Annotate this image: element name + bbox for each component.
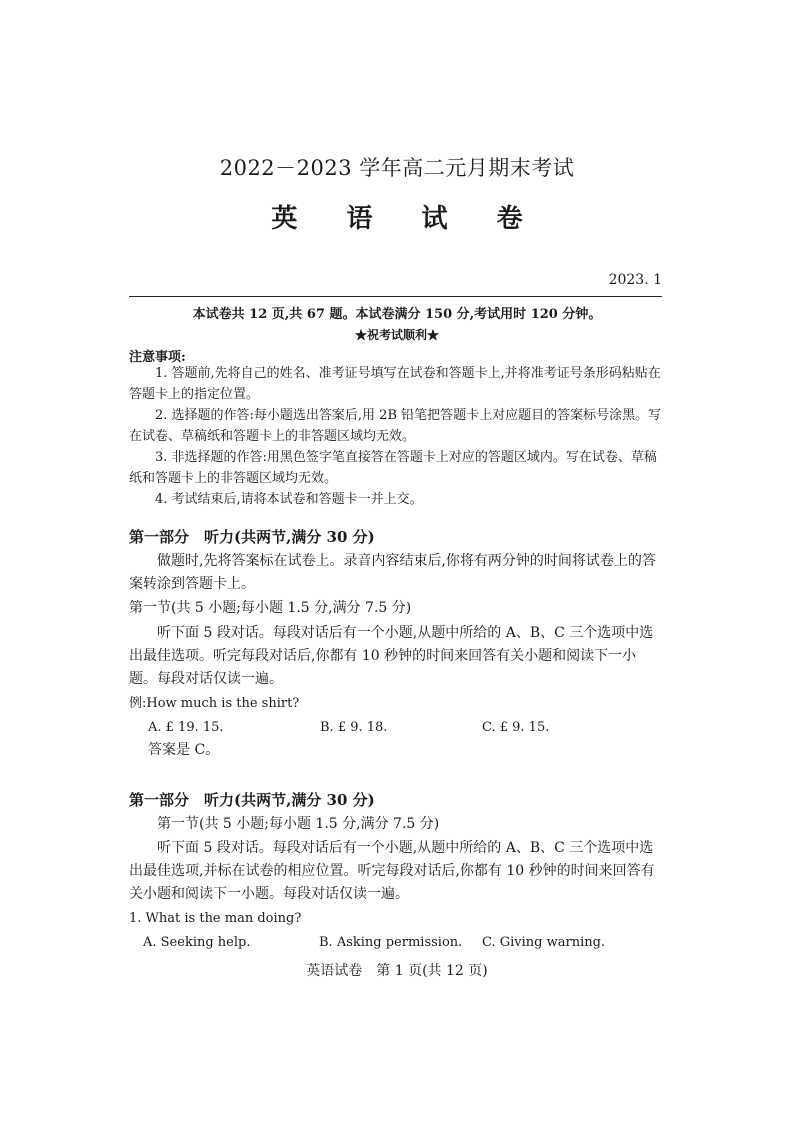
notice-item-2: 2. 选择题的作答:每小题选出答案后,用 2B 铅笔把答题卡上对应题目的答案标号涂黑。写在试卷、草稿纸和答题卡上的非答题区域均无效。: [129, 408, 662, 444]
exam-info-line: 本试卷共 12 页,共 67 题。本试卷满分 150 分,考试用时 120 分钟。: [192, 307, 602, 322]
part1b-section-heading: 第一节(共 5 小题;每小题 1.5 分,满分 7.5 分): [157, 816, 440, 832]
header-divider: [129, 296, 662, 297]
notice-heading: 注意事项:: [129, 350, 186, 365]
example-question: 例:How much is the shirt?: [129, 696, 300, 711]
part1-section-text: 听下面 5 段对话。每段对话后有一个小题,从题中所给的 A、B、C 三个选项中选出最佳选项。听完每段对话后,你都有 10 秒钟的时间来回答有关小题和阅读下一小题。每段对话仅读一遍。: [129, 625, 654, 687]
example-option-c: C. £ 9. 15.: [482, 720, 550, 735]
example-option-a: A. £ 19. 15.: [148, 720, 224, 735]
good-luck-line: ★祝考试顺利★: [354, 328, 439, 342]
part1b-section-text: 听下面 5 段对话。每段对话后有一个小题,从题中所给的 A、B、C 三个选项中选出最佳选项,并标在试卷的相应位置。听完每段对话后,你都有 10 秒钟的时间来回答有关小题和阅读下一小题。每段对话仅读一遍。: [129, 840, 655, 902]
question-1-option-c: C. Giving warning.: [482, 935, 606, 950]
exam-title: 2022－2023 学年高二元月期末考试: [219, 156, 575, 180]
question-1-option-b: B. Asking permission.: [319, 935, 463, 950]
example-option-b: B. £ 9. 18.: [320, 720, 388, 735]
notice-item-3: 3. 非选择题的作答:用黑色签字笔直接答在答题卡上对应的答题区域内。写在试卷、草稿纸和答题卡上的非答题区域均无效。: [129, 450, 657, 486]
part1-heading: 第一部分 听力(共两节,满分 30 分): [129, 528, 375, 546]
page-footer: 英语试卷 第 1 页(共 12 页): [306, 963, 488, 979]
question-1: 1. What is the man doing?: [129, 911, 302, 926]
question-1-option-a: A. Seeking help.: [143, 935, 251, 950]
exam-date: 2023. 1: [608, 272, 662, 288]
example-answer: 答案是 C。: [148, 742, 220, 758]
notice-item-1: 1. 答题前,先将自己的姓名、准考证号填写在试卷和答题卡上,并将准考证号条形码粘贴在答题卡上的指定位置。: [129, 366, 661, 402]
notice-item-4: 4. 考试结束后,请将本试卷和答题卡一并上交。: [155, 492, 423, 507]
exam-subject: 英 语 试 卷: [271, 204, 543, 234]
part1-section-heading: 第一节(共 5 小题;每小题 1.5 分,满分 7.5 分): [129, 600, 412, 616]
part1-intro: 做题时,先将答案标在试卷上。录音内容结束后,你将有两分钟的时间将试卷上的答案转涂到答题卡上。: [129, 553, 656, 592]
part1b-heading: 第一部分 听力(共两节,满分 30 分): [129, 791, 375, 809]
